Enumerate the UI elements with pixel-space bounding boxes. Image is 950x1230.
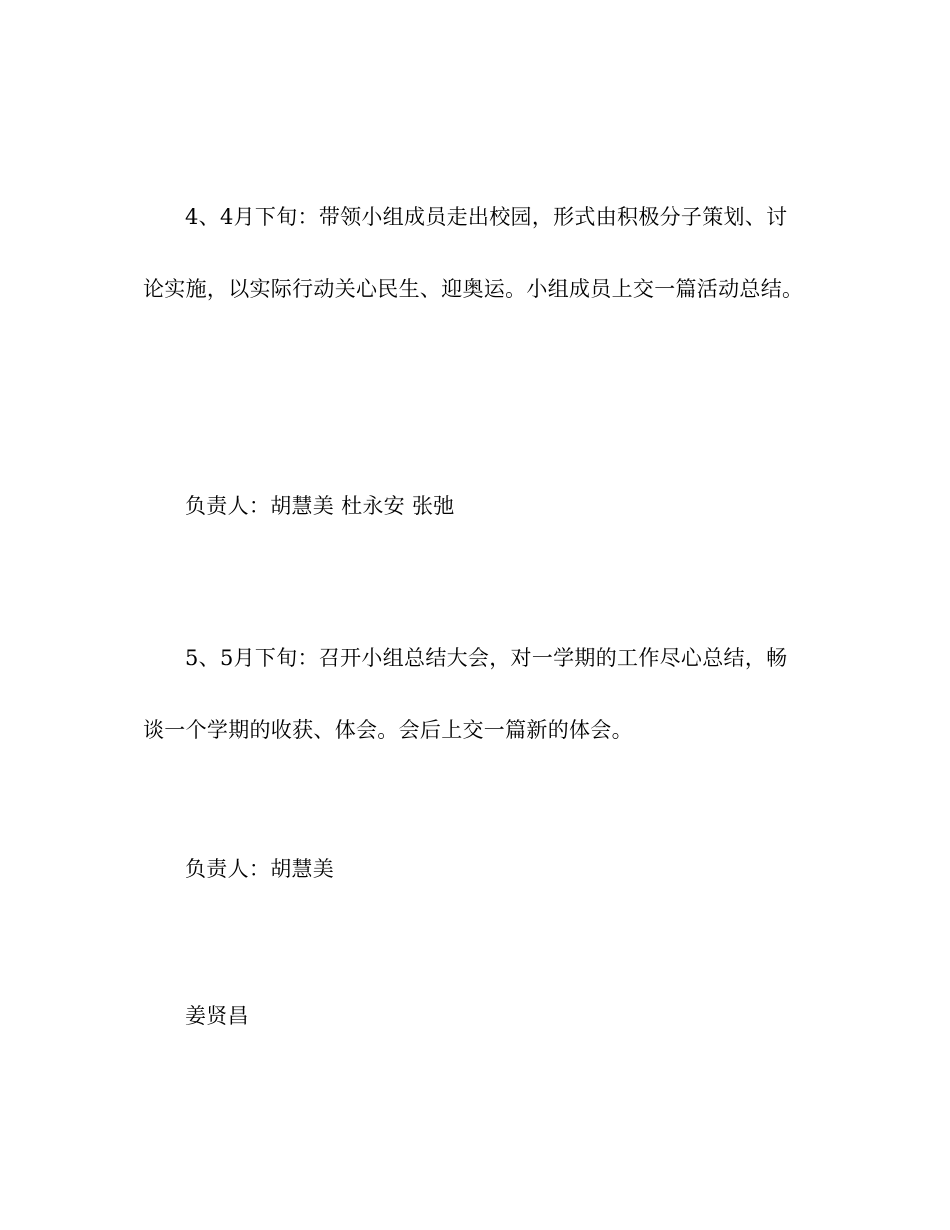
responsible-may: 负责人：胡慧美 <box>185 857 335 881</box>
responsible-april: 负责人：胡慧美 杜永安 张弛 <box>185 494 455 518</box>
author-name: 姜贤昌 <box>185 1004 249 1028</box>
plan-item-april: 4、4月下旬：带领小组成员走出校园，形式由积极分子策划、讨论实施，以实际行动关心民生、迎奥运。小组成员上交一篇活动总结。 <box>143 205 804 301</box>
plan-item-may: 5、5月下旬：召开小组总结大会，对一学期的工作尽心总结，畅谈一个学期的收获、体会。会后上交一篇新的体会。 <box>143 646 788 742</box>
